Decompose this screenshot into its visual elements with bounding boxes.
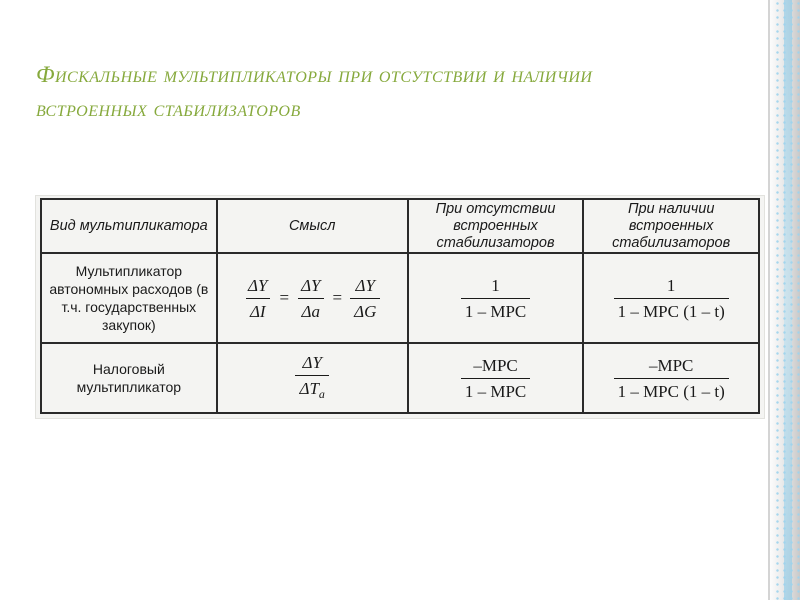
fraction-denominator (295, 375, 328, 405)
fraction-dy-di (244, 275, 271, 322)
edge-dots-pattern (774, 0, 800, 600)
fraction-denominator: 1 – MPC (1 – t) (614, 298, 729, 322)
edge-border (768, 0, 770, 600)
fraction-dy-dta (295, 352, 328, 405)
row-label-tax: Налоговый мультипликатор (41, 343, 217, 413)
equals-sign: = (279, 288, 290, 307)
denominator-main: ΔT (299, 378, 319, 398)
fraction-numerator: 1 (491, 275, 500, 295)
formula-with-tax (583, 343, 759, 413)
fraction-dy-da (297, 275, 324, 322)
fraction-numerator: 1 (666, 275, 676, 295)
formula-without-autonomous (408, 253, 584, 343)
fraction-formula (614, 275, 729, 322)
denominator-subscript: a (318, 386, 325, 401)
fraction-numerator: ΔY (302, 352, 322, 372)
table-row (41, 253, 759, 343)
fraction-dy-dg (350, 275, 380, 322)
equals-sign: = (332, 288, 343, 307)
fraction-numerator: –MPC (473, 355, 518, 375)
meaning-tax (217, 343, 408, 413)
multiplier-table-image (36, 196, 764, 418)
fraction-denominator: 1 – MPC (1 – t) (614, 378, 729, 402)
fraction-numerator: ΔY (301, 275, 321, 295)
row-label-autonomous: Мультипликатор автономных расходов (в т.ч. государственных закупок) (41, 253, 217, 343)
header-meaning: Смысл (217, 199, 408, 253)
fraction-formula (461, 275, 530, 322)
fraction-denominator: ΔI (246, 298, 270, 322)
fraction-numerator: –MPC (648, 355, 694, 375)
table-header-row (41, 199, 759, 253)
fraction-numerator: ΔY (355, 275, 375, 295)
header-type: Вид мультипликатора (41, 199, 217, 253)
formula-without-tax (408, 343, 584, 413)
fraction-denominator: 1 – MPC (461, 298, 530, 322)
fraction-denominator: ΔG (350, 298, 380, 322)
multiplier-table (40, 198, 760, 414)
fraction-formula (614, 355, 729, 402)
header-without-stabilizers: При отсутствии встроенных стабилизаторов (408, 199, 584, 253)
slide-title: Фискальные мультипликаторы при отсутствии и наличии встроенных стабилизаторов (36, 62, 593, 121)
formula-with-autonomous (583, 253, 759, 343)
fraction-formula (461, 355, 530, 402)
meaning-autonomous (217, 253, 408, 343)
header-with-stabilizers: При наличии встроенных стабилизаторов (583, 199, 759, 253)
fraction-numerator: ΔY (248, 275, 268, 295)
fraction-denominator: Δa (298, 298, 324, 322)
fraction-denominator: 1 – MPC (461, 378, 530, 402)
table-row (41, 343, 759, 413)
